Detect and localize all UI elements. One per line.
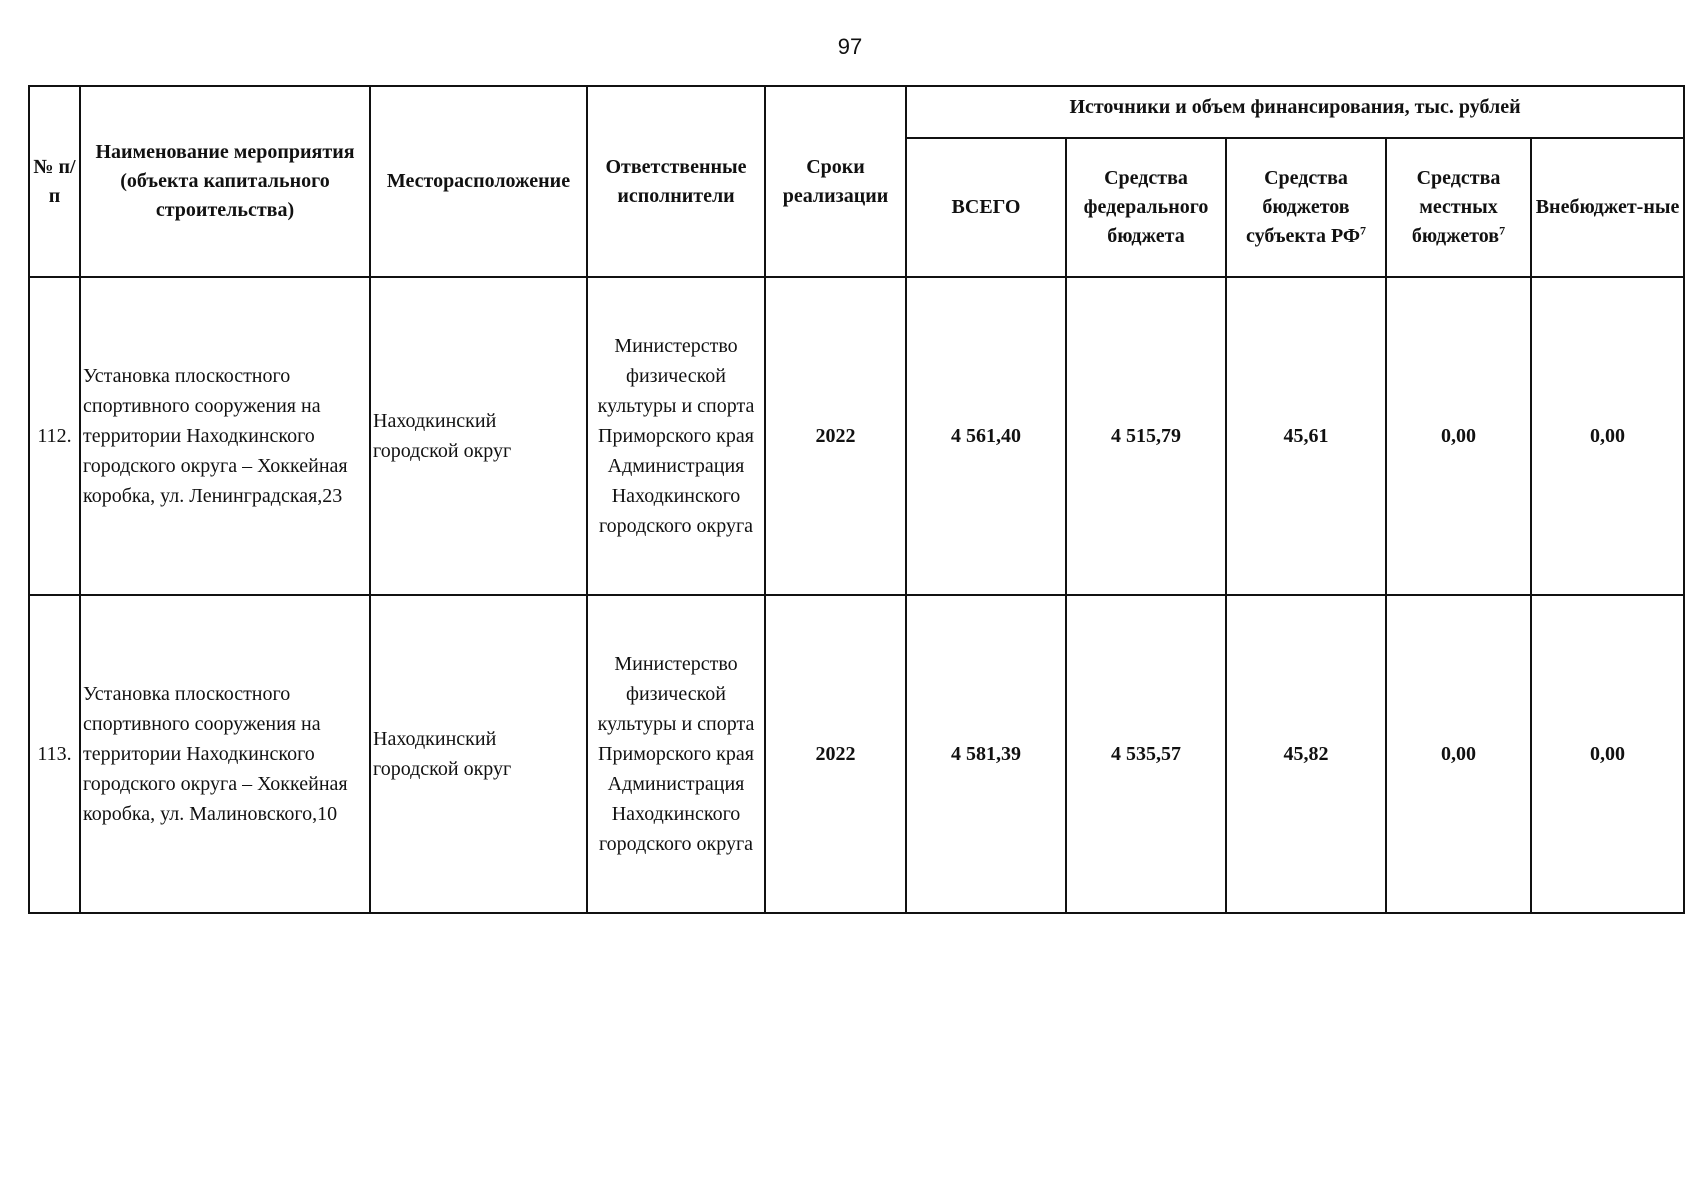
row-local: 0,00 [1386,277,1531,595]
row-name: Установка плоскостного спортивного сооружения на территории Находкинского городского округа – Хоккейная коробка, ул. Малиновского,10 [80,595,370,913]
row-regional: 45,61 [1226,277,1386,595]
header-row-top [29,86,1684,138]
header-local [1386,138,1531,277]
row-regional: 45,82 [1226,595,1386,913]
header-regional [1226,138,1386,277]
row-location: Находкинский городской округ [370,277,587,595]
table-row [29,277,1684,595]
header-name: Наименование мероприятия (объекта капитального строительства) [80,86,370,277]
page-number: 97 [837,34,863,59]
row-terms: 2022 [765,595,906,913]
row-name: Установка плоскостного спортивного сооружения на территории Находкинского городского округа – Хоккейная коробка, ул. Ленинградская,23 [80,277,370,595]
header-location: Месторасположение [370,86,587,277]
row-terms: 2022 [765,277,906,595]
row-location: Находкинский городской округ [370,595,587,913]
financing-table [28,85,1685,914]
header-total: ВСЕГО [906,138,1066,277]
row-extra: 0,00 [1531,277,1684,595]
row-num: 112. [29,277,80,595]
row-federal: 4 535,57 [1066,595,1226,913]
row-executors: Министерство физической культуры и спорта Приморского края Администрация Находкинского городского округа [587,277,765,595]
header-regional-label: Средства бюджетов субъекта РФ [1245,167,1361,247]
row-total: 4 561,40 [906,277,1066,595]
header-terms: Сроки реализации [765,86,906,277]
row-executors: Министерство физической культуры и спорта Приморского края Администрация Находкинского городского округа [587,595,765,913]
header-funding-group: Источники и объем финансирования, тыс. рублей [906,86,1684,138]
row-local: 0,00 [1386,595,1531,913]
header-local-label: Средства местных бюджетов [1411,167,1501,247]
row-num: 113. [29,595,80,913]
header-regional-footnote: 7 [1360,223,1367,238]
header-local-footnote: 7 [1499,223,1506,238]
header-federal: Средства федерального бюджета [1066,138,1226,277]
header-extra: Внебюджет-ные [1531,138,1684,277]
row-federal: 4 515,79 [1066,277,1226,595]
header-num: № п/п [29,86,80,277]
header-executors: Ответственные исполнители [587,86,765,277]
table-row [29,595,1684,913]
row-extra: 0,00 [1531,595,1684,913]
row-total: 4 581,39 [906,595,1066,913]
